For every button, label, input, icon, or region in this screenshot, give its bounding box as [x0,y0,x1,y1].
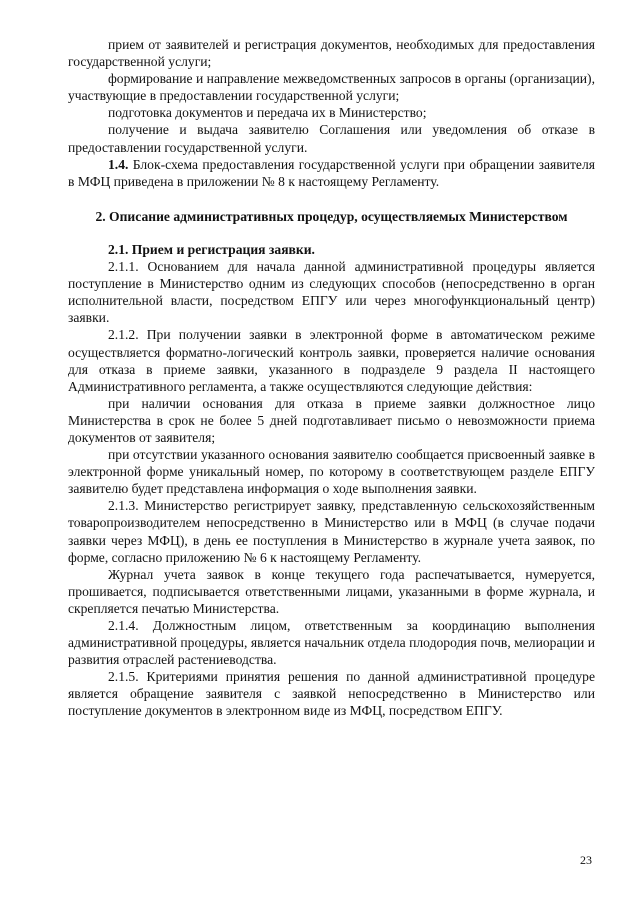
paragraph-2-1-1: 2.1.1. Основанием для начала данной административной процедуры является поступление в Министерство одним из следующих способов (непосредственно в орган исполнительной власти, посредством ЕПГУ или через многофункциональный центр) заявки. [68,259,595,326]
paragraph-2-1-2: 2.1.2. При получении заявки в электронной форме в автоматическом режиме осуществляется форматно-логический контроль заявки, проверяется наличие основания для отказа в приеме заявки, указанного в подразделе 9 раздела II настоящего Административного регламента, а также осуществляются следующие действия: [68,327,595,394]
item-text: Блок-схема предоставления государственной услуги при обращении заявителя в МФЦ приведена в приложении № 8 к настоящему Регламенту. [68,156,595,189]
paragraph-document-transfer: подготовка документов и передача их в Министерство; [108,105,427,121]
document-page [68,36,595,720]
paragraph-item-1-4 [68,156,595,190]
paragraph-refusal-case: при наличии основания для отказа в приеме заявки должностное лицо Министерства в срок не более 5 дней подготавливает письмо о невозможности приема документов от заявителя; [68,395,595,445]
subsection-title: 2.1. Прием и регистрация заявки. [108,241,315,257]
paragraph-interagency-requests: формирование и направление межведомственных запросов в органы (организации), участвующие в предоставлении государственной услуги; [68,71,595,104]
item-number: 1.4. [108,156,129,172]
paragraph-journal: Журнал учета заявок в конце текущего года распечатывается, нумеруется, прошивается, подписывается ответственными лицами, указанными в форме журнала, и скрепляется печатью Министерства. [68,566,595,616]
paragraph-2-1-3: 2.1.3. Министерство регистрирует заявку, представленную сельскохозяйственным товаропроизводителем непосредственно в Министерство или в МФЦ (в случае подачи заявки через МФЦ), в день ее поступления в Министерство в журнале учета заявок, по форме, согласно приложению № 6 к настоящему Регламенту. [68,498,595,565]
page-number: 23 [580,853,592,867]
paragraph-2-1-5: 2.1.5. Критериями принятия решения по данной административной процедуре является обращение заявителя с заявкой непосредственно в Министерство или поступление документов в электронном виде из МФЦ, посредством ЕПГУ. [68,669,595,719]
paragraph-no-refusal-case: при отсутствии указанного основания заявителю сообщается присвоенный заявке в электронной форме уникальный номер, по которому в соответствующем разделе ЕПГУ заявителю будет представлена информация о ходе выполнения заявки. [68,447,595,497]
section-title: 2. Описание административных процедур, осуществляемых Министерством [95,208,568,224]
paragraph-2-1-4: 2.1.4. Должностным лицом, ответственным за координацию выполнения административной процедуры, является начальник отдела плодородия почв, мелиорации и развития отраслей растениеводства. [68,618,595,668]
paragraph-agreement-issuance: получение и выдача заявителю Соглашения или уведомления об отказе в предоставлении государственной услуги. [68,122,595,155]
paragraph-intake: прием от заявителей и регистрация документов, необходимых для предоставления государственной услуги; [68,37,595,70]
